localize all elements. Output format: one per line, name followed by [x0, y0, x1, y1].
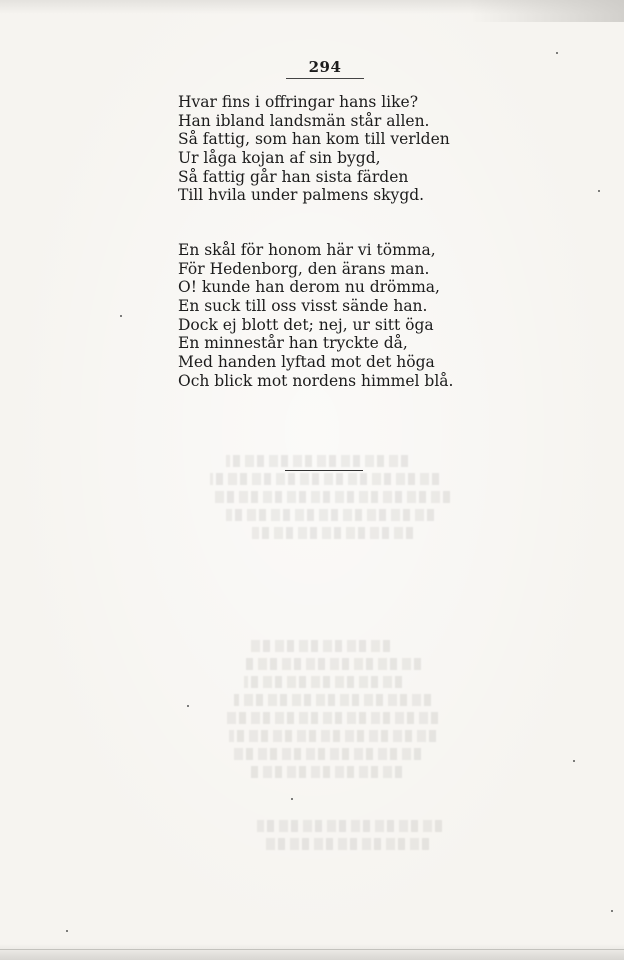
- verse-line: En skål för honom här vi tömma,: [178, 241, 436, 259]
- verse-line: Han ibland landsmän står allen.: [178, 111, 430, 130]
- verse-line: En suck till oss visst sände han.: [178, 297, 428, 316]
- verse-line: Och blick mot nordens himmel blå.: [178, 371, 454, 390]
- paper-speck: [611, 910, 613, 912]
- page-bottom-shadow: [0, 944, 624, 960]
- verse-line: Dock ej blott det; nej, ur sitt öga: [178, 315, 434, 334]
- poem-stanza-1: [178, 93, 450, 205]
- verse-line: Hvar fins i offringar hans like?: [178, 93, 419, 111]
- verse-line: O! kunde han derom nu drömma,: [178, 278, 440, 297]
- verse-line: För Hedenborg, den ärans man.: [178, 259, 430, 278]
- page-bottom-edge: [0, 949, 624, 950]
- bleed-through-text: [235, 820, 455, 860]
- poem-stanza-2: [178, 241, 453, 391]
- verse-line: En minnestår han tryckte då,: [178, 334, 408, 353]
- header-rule: [286, 78, 364, 79]
- paper-speck: [291, 798, 293, 800]
- paper-speck: [120, 315, 122, 317]
- bleed-through-text: [200, 455, 460, 565]
- paper-speck: [187, 705, 189, 707]
- verse-line: Så fattig, som han kom till verlden: [178, 130, 450, 149]
- verse-line: Ur låga kojan af sin bygd,: [178, 149, 381, 168]
- page-number: 294: [308, 58, 342, 76]
- paper-speck: [598, 190, 600, 192]
- paper-speck: [556, 52, 558, 54]
- paper-speck: [573, 760, 575, 762]
- verse-line: Så fattig går han sista färden: [178, 167, 409, 186]
- verse-line: Med handen lyftad mot det höga: [178, 353, 435, 372]
- verse-line: Till hvila under palmens skygd.: [178, 186, 425, 205]
- bleed-through-text: [210, 640, 450, 820]
- page-corner-shadow: [470, 0, 624, 22]
- paper-speck: [66, 930, 68, 932]
